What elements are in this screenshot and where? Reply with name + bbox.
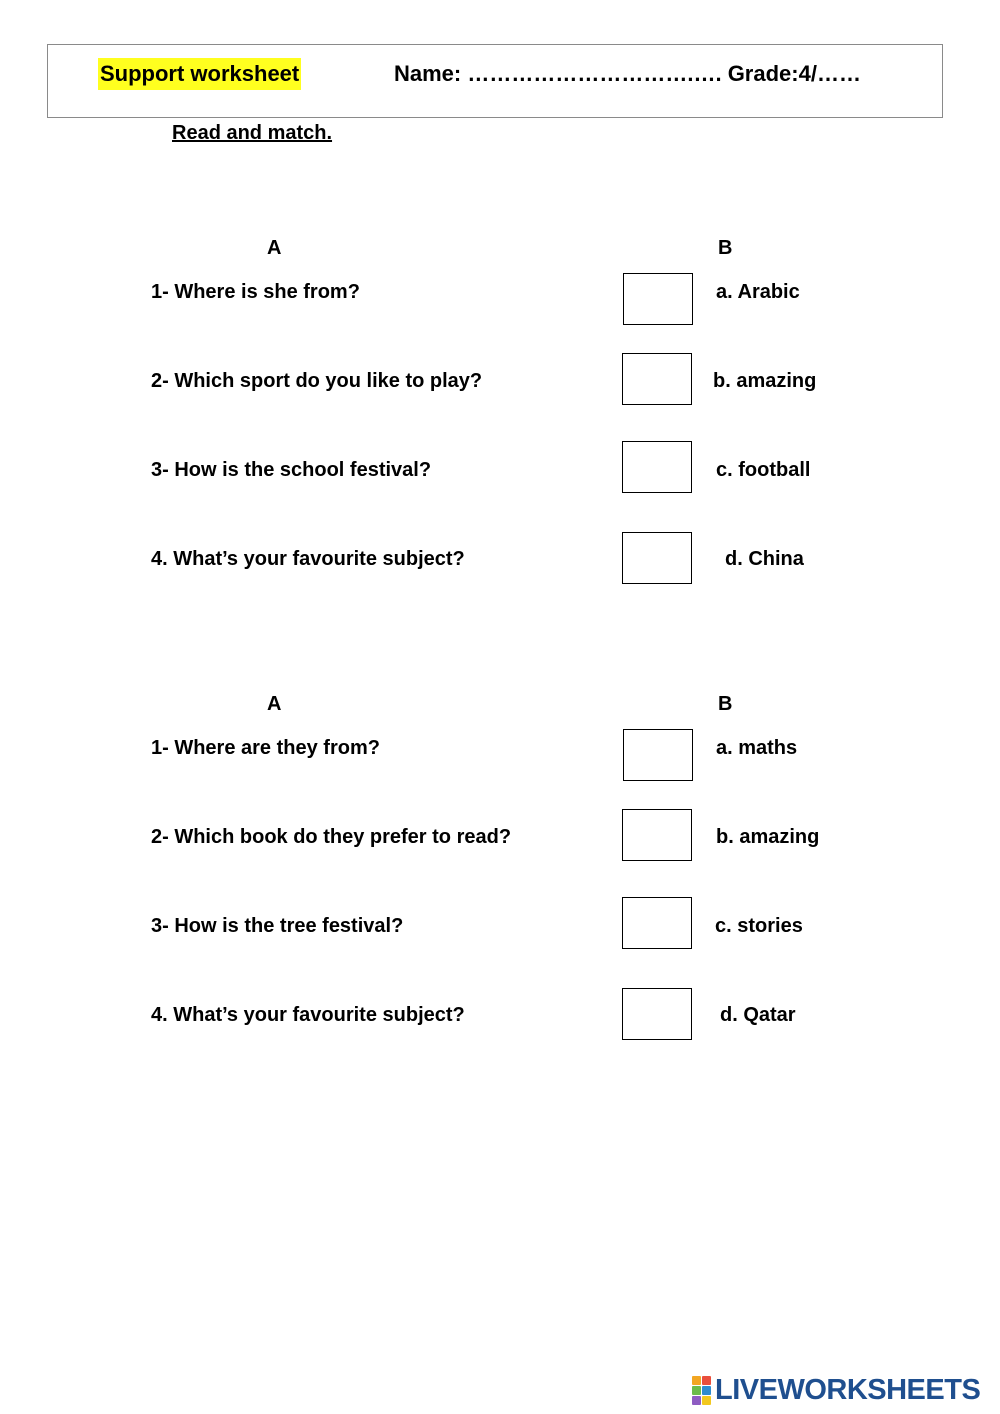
option-c: c. stories <box>715 915 803 937</box>
answer-box-4[interactable] <box>622 532 692 584</box>
column-b-heading: B <box>718 693 733 715</box>
question-1: 1- Where are they from? <box>151 737 380 759</box>
answer-box-2[interactable] <box>622 809 692 861</box>
logo-tile <box>702 1396 711 1405</box>
question-3: 3- How is the tree festival? <box>151 915 404 937</box>
instruction: Read and match. <box>172 122 333 144</box>
option-d: d. Qatar <box>720 1004 796 1026</box>
answer-box-1[interactable] <box>623 729 693 781</box>
question-4: 4. What’s your favourite subject? <box>151 548 465 570</box>
logo-mark-icon <box>692 1376 711 1405</box>
answer-box-1[interactable] <box>623 273 693 325</box>
answer-box-2[interactable] <box>622 353 692 405</box>
question-2: 2- Which book do they prefer to read? <box>151 826 512 848</box>
question-1: 1- Where is she from? <box>151 281 360 303</box>
name-grade-line: Name: ………………………….…. Grade:4/…… <box>394 61 861 86</box>
logo-text: LIVEWORKSHEETS <box>715 1373 981 1406</box>
logo-tile <box>692 1396 701 1405</box>
answer-box-3[interactable] <box>622 897 692 949</box>
option-d: d. China <box>725 548 804 570</box>
question-4: 4. What’s your favourite subject? <box>151 1004 465 1026</box>
logo-tile <box>702 1376 711 1385</box>
column-a-heading: A <box>267 693 282 715</box>
column-a-heading: A <box>267 237 282 259</box>
option-a: a. Arabic <box>716 281 800 303</box>
option-b: b. amazing <box>713 370 817 392</box>
logo-tile <box>692 1386 701 1395</box>
liveworksheets-logo[interactable] <box>692 1374 980 1406</box>
option-a: a. maths <box>716 737 798 759</box>
question-2: 2- Which sport do you like to play? <box>151 370 483 392</box>
answer-box-4[interactable] <box>622 988 692 1040</box>
logo-tile <box>692 1376 701 1385</box>
column-b-heading: B <box>718 237 733 259</box>
option-c: c. football <box>716 459 811 481</box>
question-3: 3- How is the school festival? <box>151 459 432 481</box>
option-b: b. amazing <box>716 826 820 848</box>
answer-box-3[interactable] <box>622 441 692 493</box>
worksheet-title: Support worksheet <box>98 58 301 90</box>
logo-tile <box>702 1386 711 1395</box>
